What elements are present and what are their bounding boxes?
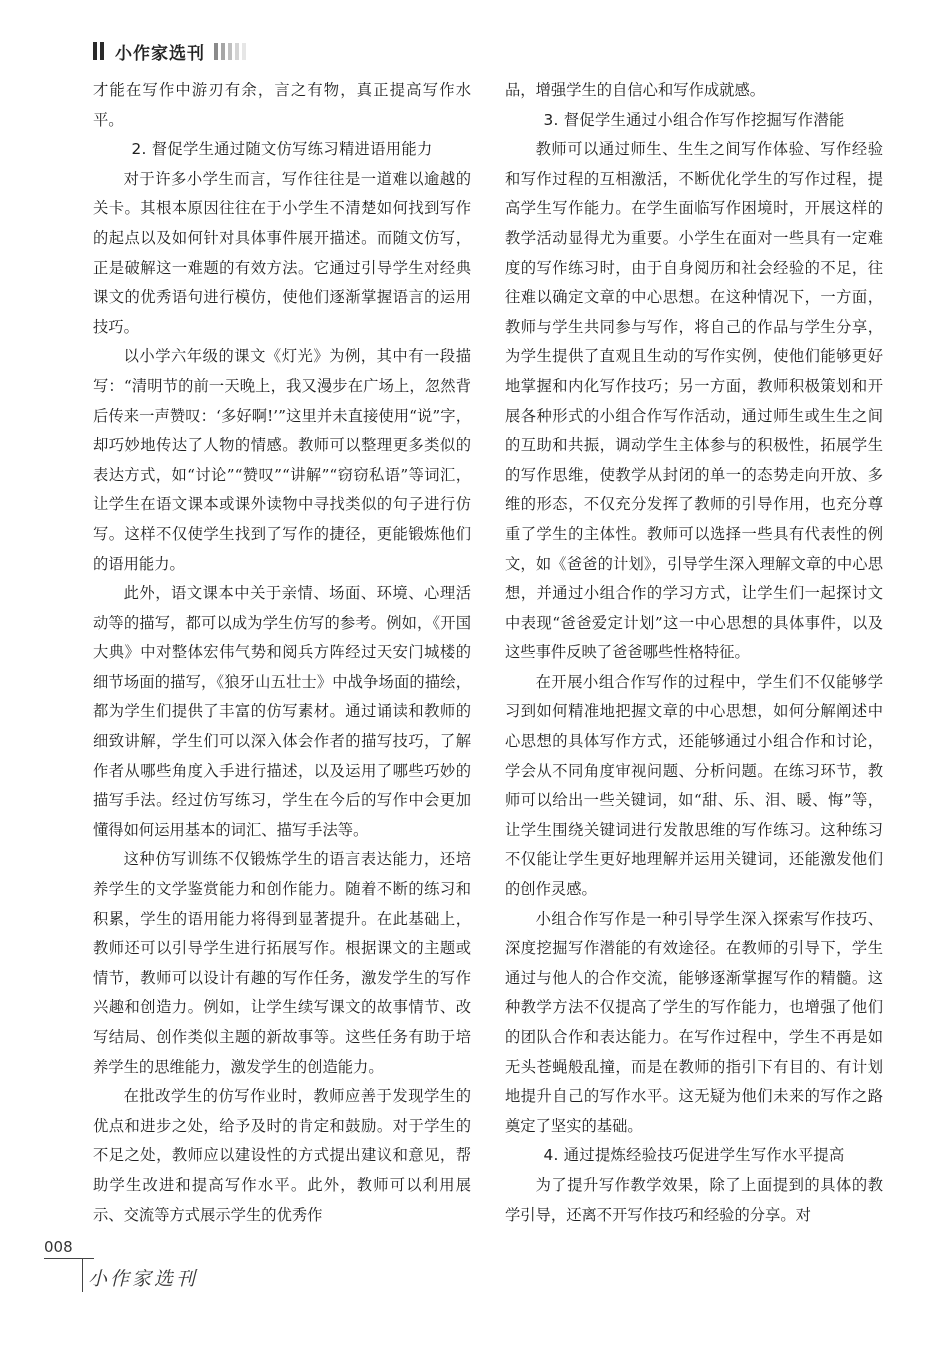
footer-logo: 小作家选刊 <box>88 1268 199 1290</box>
section-heading-2: 2. 督促学生通过随文仿写练习精进语用能力 <box>131 140 433 159</box>
footer-rule <box>44 1258 94 1259</box>
left-column <box>93 76 471 1230</box>
paragraph: 品，增强学生的自信心和写作成就感。 <box>505 81 766 99</box>
footer-divider <box>82 1258 83 1292</box>
paragraph: 才能在写作中游刃有余，言之有物，真正提高写作水平。 <box>93 81 471 129</box>
paragraph: 此外，语文课本中关于亲情、场面、环境、心理活动等的描写，都可以成为学生仿写的参考。例如，《开国大典》中对整体宏伟气势和阅兵方阵经过天安门城楼的细节场面的描写，《狼牙山五壮士》中战争场面的描绘，都为学生们提供了丰富的仿写素材。通过诵读和教师的细致讲解，学生们可以深入体会作者的描写技巧，了解作者从哪些角度入手进行描述，以及运用了哪些巧妙的描写手法。经过仿写练习，学生在今后的写作中会更加懂得如何运用基本的词汇、描写手法等。 <box>93 584 471 839</box>
paragraph: 为了提升写作教学效果，除了上面提到的具体的教学引导，还离不开写作技巧和经验的分享。对 <box>505 1175 883 1224</box>
journal-title: 小作家选刊 <box>115 43 205 64</box>
section-heading-4: 4. 通过提炼经验技巧促进学生写作水平提高 <box>543 1146 845 1165</box>
paragraph: 小组合作写作是一种引导学生深入探索写作技巧、深度挖掘写作潜能的有效途径。在教师的引导下，学生通过与他人的合作交流，能够逐渐掌握写作的精髓。这种教学方法不仅提高了学生的写作能力，也增强了他们的团队合作和表达能力。在写作过程中，学生不再是如无头苍蝇般乱撞，而是在教师的指引下有目的、有计划地提升自己的写作水平。这无疑为他们未来的写作之路奠定了坚实的基础。 <box>505 909 883 1135</box>
paragraph: 这种仿写训练不仅锻炼学生的语言表达能力，还培养学生的文学鉴赏能力和创作能力。随着不断的练习和积累，学生的语用能力将得到显著提升。在此基础上，教师还可以引导学生进行拓展写作。根据课文的主题或情节，教师可以设计有趣的写作任务，激发学生的写作兴趣和创造力。例如，让学生续写课文的故事情节、改写结局、创作类似主题的新故事等。这些任务有助于培养学生的思维能力，激发学生的创造能力。 <box>93 850 471 1076</box>
paragraph: 在批改学生的仿写作业时，教师应善于发现学生的优点和进步之处，给予及时的肯定和鼓励。对于学生的不足之处，教师应以建设性的方式提出建议和意见，帮助学生改进和提高写作水平。此外，教师可以利用展示、交流等方式展示学生的优秀作 <box>93 1087 471 1224</box>
running-header <box>93 38 249 64</box>
paragraph: 对于许多小学生而言，写作往往是一道难以逾越的关卡。其根本原因往往在于小学生不清楚如何找到写作的起点以及如何针对具体事件展开描述。而随文仿写，正是破解这一难题的有效方法。它通过引导学生对经典课文的优秀语句进行模仿，使他们逐渐掌握语言的运用技巧。 <box>93 169 471 336</box>
paragraph: 以小学六年级的课文《灯光》为例，其中有一段描写：“清明节的前一天晚上，我又漫步在广场上，忽然背后传来一声赞叹：‘多好啊!’”这里并未直接使用“说”字，却巧妙地传达了人物的情感。教师可以整理更多类似的表达方式，如“讨论”“赞叹”“讲解”“窃窃私语”等词汇，让学生在语文课本或课外读物中寻找类似的句子进行仿写。这样不仅使学生找到了写作的捷径，更能锻炼他们的语用能力。 <box>93 347 471 573</box>
page-number: 008 <box>44 1238 73 1256</box>
paragraph: 在开展小组合作写作的过程中，学生们不仅能够学习到如何精准地把握文章的中心思想，如何分解阐述中心思想的具体写作方式，还能够通过小组合作和讨论，学会从不同角度审视问题、分析问题。在练习环节，教师可以给出一些关键词，如“甜、乐、泪、暖、悔”等，让学生围绕关键词进行发散思维的写作练习。这种练习不仅能让学生更好地理解并运用关键词，还能激发他们的创作灵感。 <box>505 672 883 899</box>
section-heading-3: 3. 督促学生通过小组合作写作挖掘写作潜能 <box>543 110 845 129</box>
header-bars-left <box>93 42 107 60</box>
right-column <box>505 76 883 1230</box>
header-bars-right <box>214 43 249 60</box>
paragraph: 教师可以通过师生、生生之间写作体验、写作经验和写作过程的互相激活，不断优化学生的写作过程，提高学生写作能力。在学生面临写作困境时，开展这样的教学活动显得尤为重要。小学生在面对一些具有一定难度的写作练习时，由于自身阅历和社会经验的不足，往往难以确定文章的中心思想。在这种情况下，一方面，教师与学生共同参与写作，将自己的作品与学生分享，为学生提供了直观且生动的写作实例，使他们能够更好地掌握和内化写作技巧；另一方面，教师积极策划和开展各种形式的小组合作写作活动，通过师生或生生之间的互助和共振，调动学生主体参与的积极性，拓展学生的写作思维，使教学从封闭的单一的态势走向开放、多维的形态，不仅充分发挥了教师的引导作用，也充分尊重了学生的主体性。教师可以选择一些具有代表性的例文，如《爸爸的计划》，引导学生深入理解文章的中心思想，并通过小组合作的学习方式，让学生们一起探讨文中表现“爸爸爱定计划”这一中心思想的具体事件，以及这些事件反映了爸爸哪些性格特征。 <box>505 140 883 662</box>
